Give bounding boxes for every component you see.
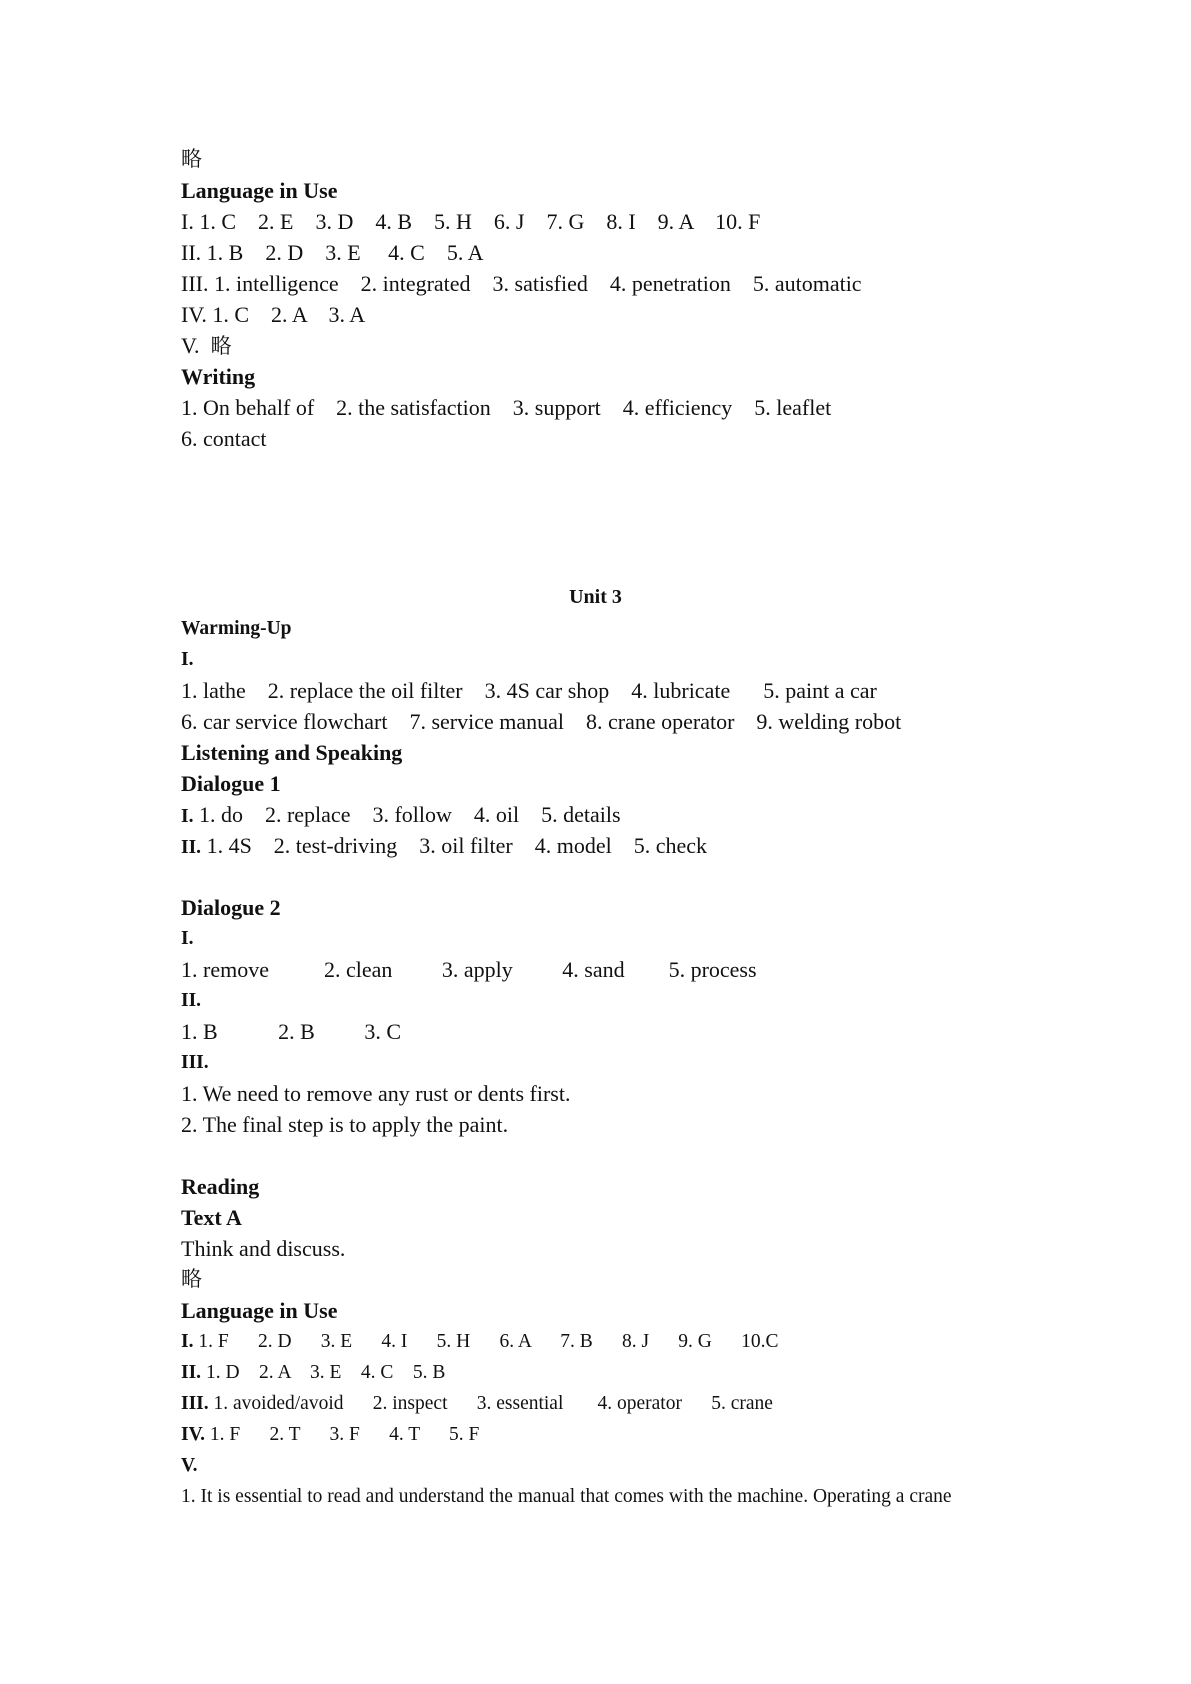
answer-text: 1. F 2. T 3. F 4. T 5. F bbox=[205, 1424, 480, 1445]
answer-line bbox=[181, 330, 232, 361]
omitted-mark: 略 bbox=[181, 1267, 202, 1291]
answer-line: 1. It is essential to read and understand the manual that comes with the machine. Operating a crane bbox=[181, 1486, 952, 1507]
instruction-text: Think and discuss. bbox=[181, 1236, 346, 1261]
omitted-mark: 略 bbox=[210, 334, 232, 358]
answer-line bbox=[181, 1357, 445, 1388]
answer-line: 1. remove 2. clean 3. apply 4. sand 5. process bbox=[181, 957, 757, 982]
answer-line: 1. lathe 2. replace the oil filter 3. 4S car shop 4. lubricate 5. paint a car bbox=[181, 678, 877, 703]
answer-line: 1. We need to remove any rust or dents first. bbox=[181, 1081, 571, 1106]
omitted-mark: 略 bbox=[181, 147, 202, 171]
exercise-label: I. bbox=[181, 1331, 194, 1352]
answer-line: 6. contact bbox=[181, 426, 267, 451]
answer-line: III. 1. intelligence 2. integrated 3. satisfied 4. penetration 5. automatic bbox=[181, 271, 862, 296]
answer-label: V. bbox=[181, 333, 211, 358]
answer-line: 1. On behalf of 2. the satisfaction 3. support 4. efficiency 5. leaflet bbox=[181, 395, 832, 420]
answer-line: 1. B 2. B 3. C bbox=[181, 1019, 402, 1044]
answer-line: I. 1. C 2. E 3. D 4. B 5. H 6. J 7. G 8. I 9. A 10. F bbox=[181, 209, 761, 234]
answer-line: II. 1. B 2. D 3. E 4. C 5. A bbox=[181, 240, 484, 265]
section-heading-writing: Writing bbox=[181, 364, 256, 389]
exercise-label: II. bbox=[181, 990, 202, 1011]
exercise-label: I. bbox=[181, 806, 194, 827]
dialogue-heading: Dialogue 2 bbox=[181, 895, 281, 920]
section-heading-language-in-use: Language in Use bbox=[181, 178, 338, 203]
exercise-label: II. bbox=[181, 837, 202, 858]
answer-line bbox=[181, 1388, 773, 1419]
answer-text: 1. 4S 2. test-driving 3. oil filter 4. model 5. check bbox=[201, 833, 707, 858]
answer-text: 1. do 2. replace 3. follow 4. oil 5. details bbox=[193, 802, 621, 827]
exercise-label: I. bbox=[181, 928, 194, 949]
section-heading-language-in-use: Language in Use bbox=[181, 1298, 338, 1323]
text-heading: Text A bbox=[181, 1205, 242, 1230]
answer-text: 1. F 2. D 3. E 4. I 5. H 6. A 7. B 8. J 9. G 10.C bbox=[193, 1331, 779, 1352]
answer-text: 1. D 2. A 3. E 4. C 5. B bbox=[201, 1362, 446, 1383]
answer-line: 2. The final step is to apply the paint. bbox=[181, 1112, 509, 1137]
exercise-label: IV. bbox=[181, 1424, 206, 1445]
answer-line: IV. 1. C 2. A 3. A bbox=[181, 302, 366, 327]
section-heading-listening: Listening and Speaking bbox=[181, 740, 403, 765]
exercise-label: V. bbox=[181, 1455, 198, 1476]
section-heading-reading: Reading bbox=[181, 1174, 260, 1199]
dialogue-heading: Dialogue 1 bbox=[181, 771, 281, 796]
answer-line bbox=[181, 1326, 779, 1357]
exercise-label: I. bbox=[181, 649, 194, 670]
exercise-label: III. bbox=[181, 1393, 209, 1414]
answer-text: 1. avoided/avoid 2. inspect 3. essential 4. operator 5. crane bbox=[208, 1393, 773, 1414]
answer-line bbox=[181, 1419, 479, 1450]
answer-line bbox=[181, 830, 707, 861]
unit-title: Unit 3 bbox=[569, 586, 622, 608]
exercise-label: III. bbox=[181, 1052, 209, 1073]
section-heading-warming-up: Warming-Up bbox=[181, 618, 292, 639]
answer-line: 6. car service flowchart 7. service manual 8. crane operator 9. welding robot bbox=[181, 709, 902, 734]
exercise-label: II. bbox=[181, 1362, 202, 1383]
answer-line bbox=[181, 799, 621, 830]
